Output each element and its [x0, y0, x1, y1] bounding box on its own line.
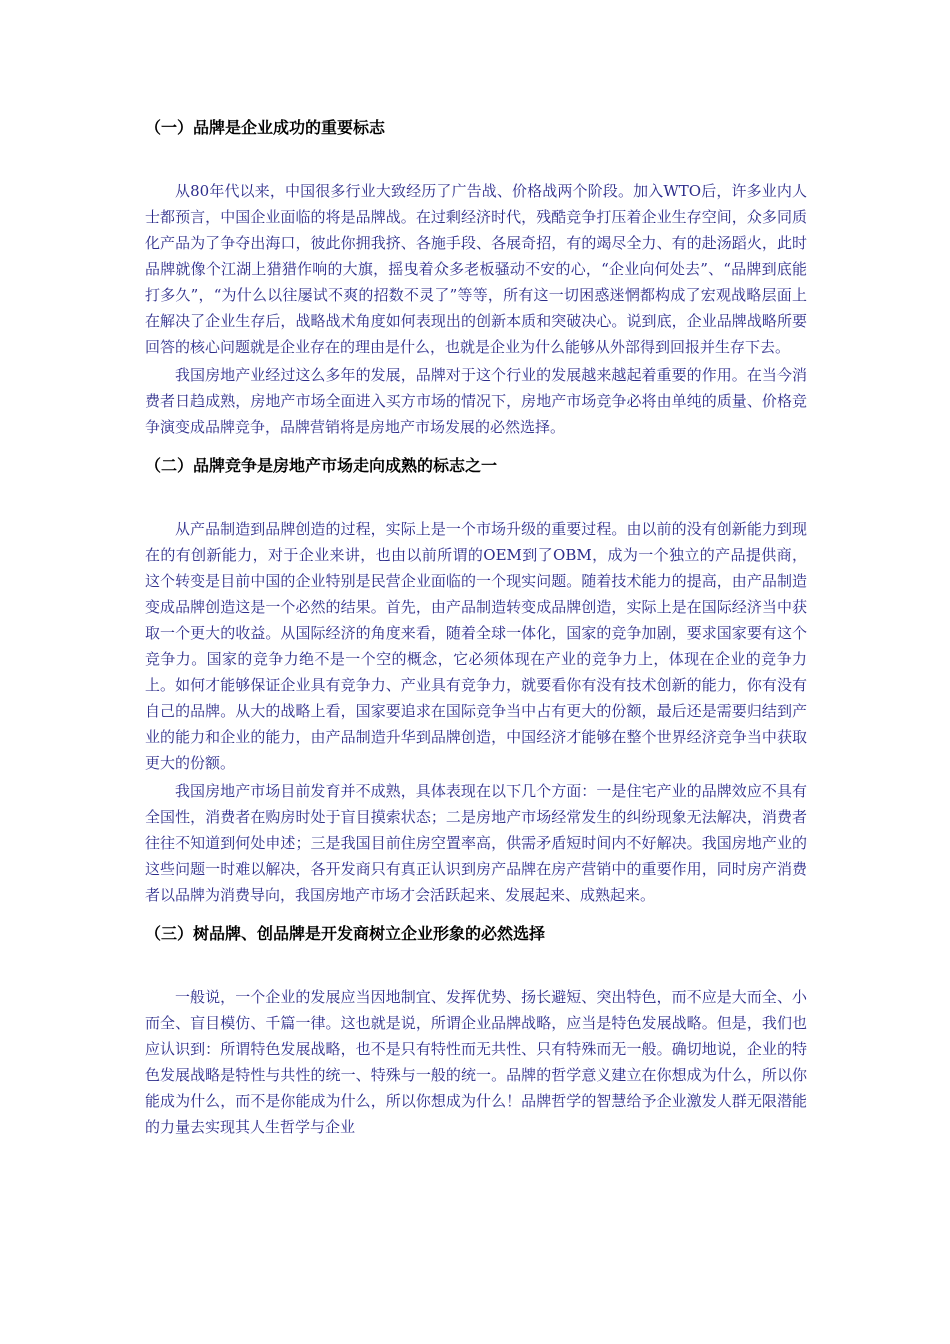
section-3-paragraph-1: 一般说，一个企业的发展应当因地制宜、发挥优势、扬长避短、突出特色，而不应是大而全、小而全、盲目模仿、千篇一律。这也就是说，所谓企业品牌战略，应当是特色发展战略。但是，我们也应认识到：所谓特色发展战略，也不是只有特性而无共性、只有特殊而无一般。确切地说，企业的特色发展战略是特性与共性的统一、特殊与一般的统一。品牌的哲学意义建立在你想成为什么，所以你能成为什么，而不是你能成为什么，所以你想成为什么！品牌哲学的智慧给予企业激发人群无限潜能的力量去实现其人生哲学与企业	[145, 988, 807, 1136]
section-2-paragraph-2: 我国房地产市场目前发育并不成熟，具体表现在以下几个方面：一是住宅产业的品牌效应不具有全国性，消费者在购房时处于盲目摸索状态；二是房地产市场经常发生的纠纷现象无法解决，消费者往往不知道到何处申述；三是我国目前住房空置率高，供需矛盾短时间内不好解决。我国房地产业的这些问题一时难以解决，各开发商只有真正认识到房产品牌在房产营销中的重要作用，同时房产消费者以品牌为消费导向，我国房地产市场才会活跃起来、发展起来、成熟起来。	[145, 782, 807, 904]
document-body	[145, 116, 807, 1140]
section-3-heading: （三）树品牌、创品牌是开发商树立企业形象的必然选择	[145, 924, 546, 943]
section-1-heading: （一）品牌是企业成功的重要标志	[145, 118, 386, 137]
section-1-paragraph-2: 我国房地产业经过这么多年的发展，品牌对于这个行业的发展越来越起着重要的作用。在当今消费者日趋成熟，房地产市场全面进入买方市场的情况下，房地产市场竞争必将由单纯的质量、价格竞争演变成品牌竞争，品牌营销将是房地产市场发展的必然选择。	[145, 366, 807, 436]
section-2-paragraph-1: 从产品制造到品牌创造的过程，实际上是一个市场升级的重要过程。由以前的没有创新能力到现在的有创新能力，对于企业来讲，也由以前所谓的OEM到了OBM，成为一个独立的产品提供商，这个转变是目前中国的企业特别是民营企业面临的一个现实问题。随着技术能力的提高，由产品制造变成品牌创造这是一个必然的结果。首先，由产品制造转变成品牌创造，实际上是在国际经济当中获取一个更大的收益。从国际经济的角度来看，随着全球一体化，国家的竞争加剧，要求国家要有这个竞争力。国家的竞争力绝不是一个空的概念，它必须体现在产业的竞争力上，体现在企业的竞争力上。如何才能够保证企业具有竞争力、产业具有竞争力，就要看你有没有技术创新的能力，你有没有自己的品牌。从大的战略上看，国家要追求在国际竞争当中占有更大的份额，最后还是需要归结到产业的能力和企业的能力，由产品制造升华到品牌创造，中国经济才能够在整个世界经济竞争当中获取更大的份额。	[145, 520, 807, 772]
section-2-heading: （二）品牌竞争是房地产市场走向成熟的标志之一	[145, 456, 498, 475]
section-1-paragraph-1: 从80年代以来，中国很多行业大致经历了广告战、价格战两个阶段。加入WTO后，许多业内人士都预言，中国企业面临的将是品牌战。在过剩经济时代，残酷竞争打压着企业生存空间，众多同质化产品为了争夺出海口，彼此你拥我挤、各施手段、各展奇招，有的竭尽全力、有的赴汤蹈火，此时品牌就像个江湖上猎猎作响的大旗，摇曳着众多老板骚动不安的心，“企业向何处去”、“品牌到底能打多久”，“为什么以往屡试不爽的招数不灵了”等等，所有这一切困惑迷惘都构成了宏观战略层面上在解决了企业生存后，战略战术角度如何表现出的创新本质和突破决心。说到底，企业品牌战略所要回答的核心问题就是企业存在的理由是什么，也就是企业为什么能够从外部得到回报并生存下去。	[145, 182, 807, 356]
